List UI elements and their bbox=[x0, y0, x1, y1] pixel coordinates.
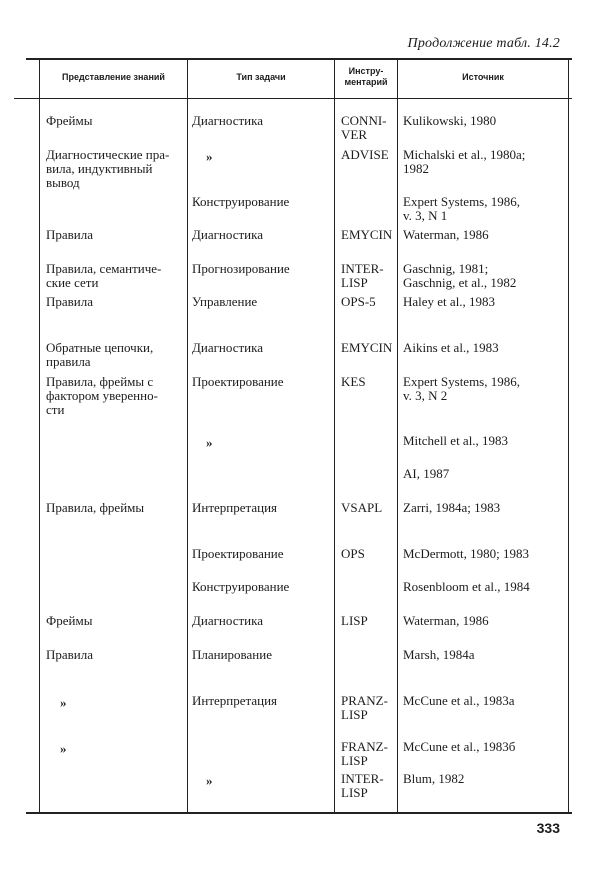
table-cell-source: McDermott, 1980; 1983 bbox=[403, 546, 530, 561]
table-cell-tool: OPS bbox=[341, 546, 365, 561]
table-cell-source: Waterman, 1986 bbox=[403, 613, 489, 628]
table-cell-knowledge: Фреймы bbox=[46, 613, 93, 628]
table-cell-task: Проектирование bbox=[192, 546, 284, 561]
table-cell-tool: EMYCIN bbox=[341, 340, 393, 355]
table-cell-source: AI, 1987 bbox=[403, 466, 450, 481]
table-cell-source: Haley et al., 1983 bbox=[403, 294, 496, 309]
table-cell-task: Диагностика bbox=[192, 340, 264, 355]
table-cell-knowledge: Правила bbox=[46, 227, 94, 242]
header-source: Источник bbox=[462, 72, 504, 82]
table-cell-task: Интерпретация bbox=[192, 500, 278, 515]
table-cell-knowledge: Правила bbox=[46, 647, 94, 662]
table-cell-tool: INTER- LISP bbox=[341, 771, 384, 800]
table-cell-task: Управление bbox=[192, 294, 258, 309]
table-cell-source: Rosenbloom et al., 1984 bbox=[403, 579, 530, 594]
table-cell-task: Прогнозирование bbox=[192, 261, 290, 276]
header-rule bbox=[14, 98, 572, 99]
table-cell-source: Michalski et al., 1980a; 1982 bbox=[403, 147, 526, 176]
table-cell-source: Aikins et al., 1983 bbox=[403, 340, 499, 355]
table-cell-source: McCune et al., 1983б bbox=[403, 739, 516, 754]
bottom-rule bbox=[26, 812, 572, 814]
table-cell-tool: ADVISE bbox=[341, 147, 389, 162]
table-caption: Продолжение табл. 14.2 bbox=[407, 36, 560, 51]
table-cell-tool: KES bbox=[341, 374, 366, 389]
table-cell-source: Gaschnig, 1981; Gaschnig, et al., 1982 bbox=[403, 261, 517, 290]
table-cell-tool: FRANZ- LISP bbox=[341, 739, 388, 768]
table-cell-knowledge: » bbox=[60, 741, 67, 756]
top-rule bbox=[26, 58, 572, 60]
column-divider bbox=[334, 58, 335, 812]
table-cell-tool: EMYCIN bbox=[341, 227, 393, 242]
header-task: Тип задачи bbox=[236, 72, 286, 82]
table-cell-task: Планирование bbox=[192, 647, 272, 662]
table-cell-source: Kulikowski, 1980 bbox=[403, 113, 497, 128]
table-cell-knowledge: Правила, фреймы с фактором уверенно- сти bbox=[46, 374, 158, 417]
column-divider bbox=[568, 58, 569, 812]
table-cell-task: Диагностика bbox=[192, 613, 264, 628]
table-cell-knowledge: » bbox=[60, 695, 67, 710]
table-cell-tool: PRANZ- LISP bbox=[341, 693, 388, 722]
table-cell-task: Конструирование bbox=[192, 194, 290, 209]
table-cell-tool: OPS-5 bbox=[341, 294, 376, 309]
table-cell-knowledge: Диагностические пра- вила, индуктивный вывод bbox=[46, 147, 170, 190]
header-knowledge: Представление знаний bbox=[62, 72, 165, 82]
table-cell-knowledge: Обратные цепочки, правила bbox=[46, 340, 154, 369]
table-cell-knowledge: Фреймы bbox=[46, 113, 93, 128]
column-divider bbox=[39, 58, 40, 812]
table-cell-task: Конструирование bbox=[192, 579, 290, 594]
table-cell-tool: INTER- LISP bbox=[341, 261, 384, 290]
table-cell-task: Диагностика bbox=[192, 113, 264, 128]
table-cell-source: Zarri, 1984a; 1983 bbox=[403, 500, 501, 515]
table-cell-knowledge: Правила, фреймы bbox=[46, 500, 145, 515]
table-cell-knowledge: Правила, семантиче- ские сети bbox=[46, 261, 162, 290]
table-cell-knowledge: Правила bbox=[46, 294, 94, 309]
table-cell-task: » bbox=[206, 773, 213, 788]
table-cell-task: » bbox=[206, 149, 213, 164]
table-cell-task: Диагностика bbox=[192, 227, 264, 242]
table-cell-task: Проектирование bbox=[192, 374, 284, 389]
page-number: 333 bbox=[536, 820, 560, 836]
table-cell-task: Интерпретация bbox=[192, 693, 278, 708]
table-cell-source: Expert Systems, 1986, v. 3, N 2 bbox=[403, 374, 520, 403]
table-cell-tool: VSAPL bbox=[341, 500, 383, 515]
table-cell-task: » bbox=[206, 435, 213, 450]
header-tool: Инстру- ментарий bbox=[344, 66, 388, 87]
table-cell-source: Mitchell et al., 1983 bbox=[403, 433, 509, 448]
table-cell-source: Blum, 1982 bbox=[403, 771, 465, 786]
table-cell-source: Expert Systems, 1986, v. 3, N 1 bbox=[403, 194, 520, 223]
table-cell-source: McCune et al., 1983a bbox=[403, 693, 515, 708]
table-cell-source: Marsh, 1984a bbox=[403, 647, 475, 662]
table-cell-source: Waterman, 1986 bbox=[403, 227, 489, 242]
table-cell-tool: LISP bbox=[341, 613, 368, 628]
table-cell-tool: CONNI- VER bbox=[341, 113, 387, 142]
